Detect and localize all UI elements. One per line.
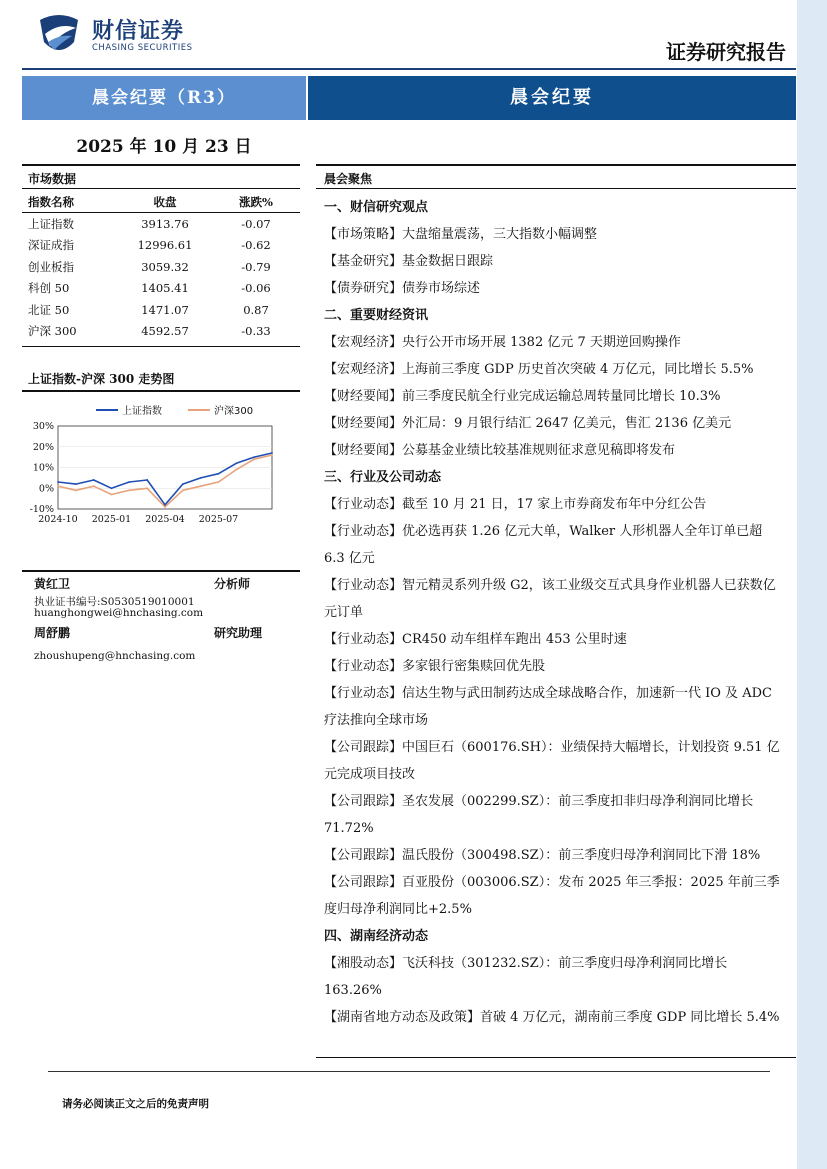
- index-name: 科创 50: [28, 281, 70, 296]
- section-heading: 三、行业及公司动态: [324, 470, 442, 485]
- data-point: [253, 456, 255, 458]
- news-item[interactable]: 【财经要闻】公募基金业绩比较基准规则征求意见稿即将发布: [324, 443, 676, 458]
- y-tick-label: 0%: [38, 483, 54, 495]
- col-header-close: 收盘: [118, 192, 212, 213]
- report-date: 2025 年 10 月 23 日: [76, 137, 252, 157]
- report-type-label: 证券研究报告: [666, 40, 786, 64]
- data-point: [164, 504, 166, 506]
- data-point: [271, 452, 273, 454]
- analyst-2-name: 周舒鹏: [34, 626, 71, 640]
- legend-label: 沪深300: [214, 406, 254, 417]
- data-point: [200, 485, 202, 487]
- x-tick-label: 2024-10: [38, 514, 78, 525]
- market-data-header: [22, 164, 300, 189]
- news-item[interactable]: 【宏观经济】央行公开市场开展 1382 亿元 7 天期逆回购操作: [324, 335, 681, 350]
- logo-text-en: CHASING SECURITIES: [92, 43, 193, 53]
- legend-label: 上证指数: [122, 406, 162, 417]
- x-tick-label: 2025-07: [198, 514, 239, 525]
- data-point: [218, 473, 220, 475]
- data-point: [164, 506, 166, 508]
- data-point: [271, 454, 273, 456]
- news-item[interactable]: 【行业动态】CR450 动车组样车跑出 453 公里时速: [324, 632, 627, 647]
- news-item[interactable]: 【宏观经济】上海前三季度 GDP 历史首次突破 4 万亿元，同比增长 5.5%: [324, 362, 754, 377]
- banner-right: 晨会纪要: [308, 76, 796, 120]
- analyst-2-role: 研究助理: [214, 626, 263, 640]
- data-point: [146, 479, 148, 481]
- index-name: 北证 50: [28, 302, 70, 317]
- news-item[interactable]: 【行业动态】智元精灵系列升级 G2，该工业级交互式具身作业机器人已获数亿元订单: [324, 578, 776, 620]
- market-data-table: [22, 192, 300, 342]
- analyst-1-email[interactable]: huanghongwei@hnchasing.com: [34, 607, 204, 619]
- logo-text-cn: 财信证券: [92, 19, 185, 44]
- news-item[interactable]: 【公司跟踪】中国巨石（600176.SH）：业绩保持大幅增长，计划投资 9.51 亿元完成项目技改: [324, 740, 780, 782]
- data-point: [75, 483, 77, 485]
- news-item[interactable]: 【湖南省地方动态及政策】首破 4 万亿元，湖南前三季度 GDP 同比增长 5.4%: [324, 1010, 780, 1025]
- y-tick-label: 10%: [32, 462, 54, 474]
- index-close: 1471.07: [141, 302, 189, 317]
- data-point: [57, 481, 59, 483]
- news-item[interactable]: 【湘股动态】飞沃科技（301232.SZ）：前三季度归母净利润同比增长 163.26%: [324, 956, 728, 998]
- series-line: [58, 453, 272, 505]
- analyst-1-role: 分析师: [214, 577, 251, 591]
- data-point: [128, 481, 130, 483]
- x-tick-label: 2025-01: [91, 514, 132, 525]
- news-item[interactable]: 【行业动态】多家银行密集赎回优先股: [324, 659, 546, 674]
- news-item[interactable]: 【市场策略】大盘缩量震荡，三大指数小幅调整: [324, 227, 598, 242]
- news-item[interactable]: 【行业动态】优必选再获 1.26 亿元大单，Walker 人形机器人全年订单已超 6.3 亿元: [324, 524, 763, 566]
- data-point: [75, 489, 77, 491]
- analyst-1-name: 黄红卫: [34, 577, 71, 591]
- data-point: [200, 477, 202, 479]
- analyst-1-cert: 执业证书编号:S0530519010001: [34, 596, 195, 608]
- analyst-top-rule: [22, 570, 300, 572]
- trend-chart: [22, 396, 300, 534]
- table-header-row: [22, 192, 300, 213]
- section-heading: 四、湖南经济动态: [324, 929, 429, 944]
- company-logo: [36, 12, 82, 58]
- index-change: -0.33: [241, 324, 271, 339]
- data-point: [182, 489, 184, 491]
- index-close: 3913.76: [141, 216, 189, 231]
- section-heading: 二、重要财经资讯: [324, 308, 429, 323]
- table-row: [22, 321, 300, 343]
- index-name: 沪深 300: [28, 324, 77, 339]
- disclaimer-note: 请务必阅读正文之后的免责声明: [62, 1098, 209, 1110]
- news-item[interactable]: 【行业动态】信达生物与武田制药达成全球战略合作，加速新一代 IO 及 ADC 疗法推向全球市场: [324, 686, 772, 728]
- data-point: [93, 485, 95, 487]
- index-change: -0.62: [241, 238, 271, 253]
- news-item[interactable]: 【债券研究】债券市场综述: [324, 281, 481, 296]
- news-item[interactable]: 【公司跟踪】百亚股份（003006.SZ）：发布 2025 年三季报：2025 年前三季度归母净利润同比+2.5%: [324, 875, 780, 917]
- table-row: [22, 278, 300, 300]
- data-point: [253, 458, 255, 460]
- header-divider: [22, 68, 796, 70]
- data-point: [111, 494, 113, 496]
- index-change: -0.07: [241, 216, 271, 231]
- index-close: 4592.57: [141, 324, 189, 339]
- content-bottom-rule: [316, 1057, 796, 1058]
- analyst-2-email[interactable]: zhoushupeng@hnchasing.com: [34, 650, 196, 662]
- col-header-name: 指数名称: [22, 192, 118, 213]
- data-point: [146, 487, 148, 489]
- index-change: 0.87: [243, 302, 269, 317]
- table-row: [22, 256, 300, 278]
- focus-header: [316, 164, 796, 189]
- col-header-change: 涨跌%: [212, 192, 300, 213]
- market-data-title: 市场数据: [28, 172, 77, 186]
- table-row: [22, 235, 300, 257]
- news-item[interactable]: 【基金研究】基金数据日跟踪: [324, 254, 494, 269]
- data-point: [218, 481, 220, 483]
- news-item[interactable]: 【公司跟踪】圣农发展（002299.SZ）：前三季度扣非归母净利润同比增长 71.72%: [324, 794, 754, 836]
- banner-left: 晨会纪要（R3）: [22, 76, 306, 120]
- news-item[interactable]: 【财经要闻】前三季度民航全行业完成运输总周转量同比增长 10.3%: [324, 389, 721, 404]
- right-margin-strip: [797, 0, 827, 1169]
- x-tick-label: 2025-04: [145, 514, 185, 525]
- index-close: 3059.32: [141, 259, 189, 274]
- index-close: 12996.61: [137, 238, 193, 253]
- focus-title: 晨会聚焦: [324, 172, 373, 186]
- data-point: [235, 462, 237, 464]
- footer-rule: [48, 1071, 770, 1072]
- index-name: 上证指数: [28, 216, 74, 231]
- data-point: [182, 483, 184, 485]
- y-tick-label: 30%: [32, 421, 54, 432]
- section-heading: 一、财信研究观点: [324, 200, 429, 215]
- data-point: [111, 487, 113, 489]
- index-name: 创业板指: [28, 259, 74, 274]
- y-tick-label: 20%: [32, 441, 54, 453]
- index-name: 深证成指: [28, 238, 74, 253]
- data-point: [128, 489, 130, 491]
- y-tick-label: -10%: [29, 504, 54, 515]
- market-table-bottom-rule: [22, 346, 300, 347]
- index-change: -0.79: [241, 259, 271, 274]
- table-row: [22, 299, 300, 321]
- news-list: [324, 194, 786, 1031]
- index-close: 1405.41: [141, 281, 189, 296]
- news-item[interactable]: 【行业动态】截至 10 月 21 日，17 家上市券商发布年中分红公告: [324, 497, 707, 512]
- data-point: [57, 485, 59, 487]
- data-point: [235, 469, 237, 471]
- index-change: -0.06: [241, 281, 271, 296]
- news-item[interactable]: 【财经要闻】外汇局：9 月银行结汇 2647 亿美元，售汇 2136 亿美元: [324, 416, 732, 431]
- table-row: [22, 213, 300, 235]
- chart-section-title: 上证指数-沪深 300 走势图: [28, 372, 175, 386]
- data-point: [93, 479, 95, 481]
- news-item[interactable]: 【公司跟踪】温氏股份（300498.SZ）：前三季度归母净利润同比下滑 18%: [324, 848, 761, 863]
- chart-section-header: [22, 368, 300, 392]
